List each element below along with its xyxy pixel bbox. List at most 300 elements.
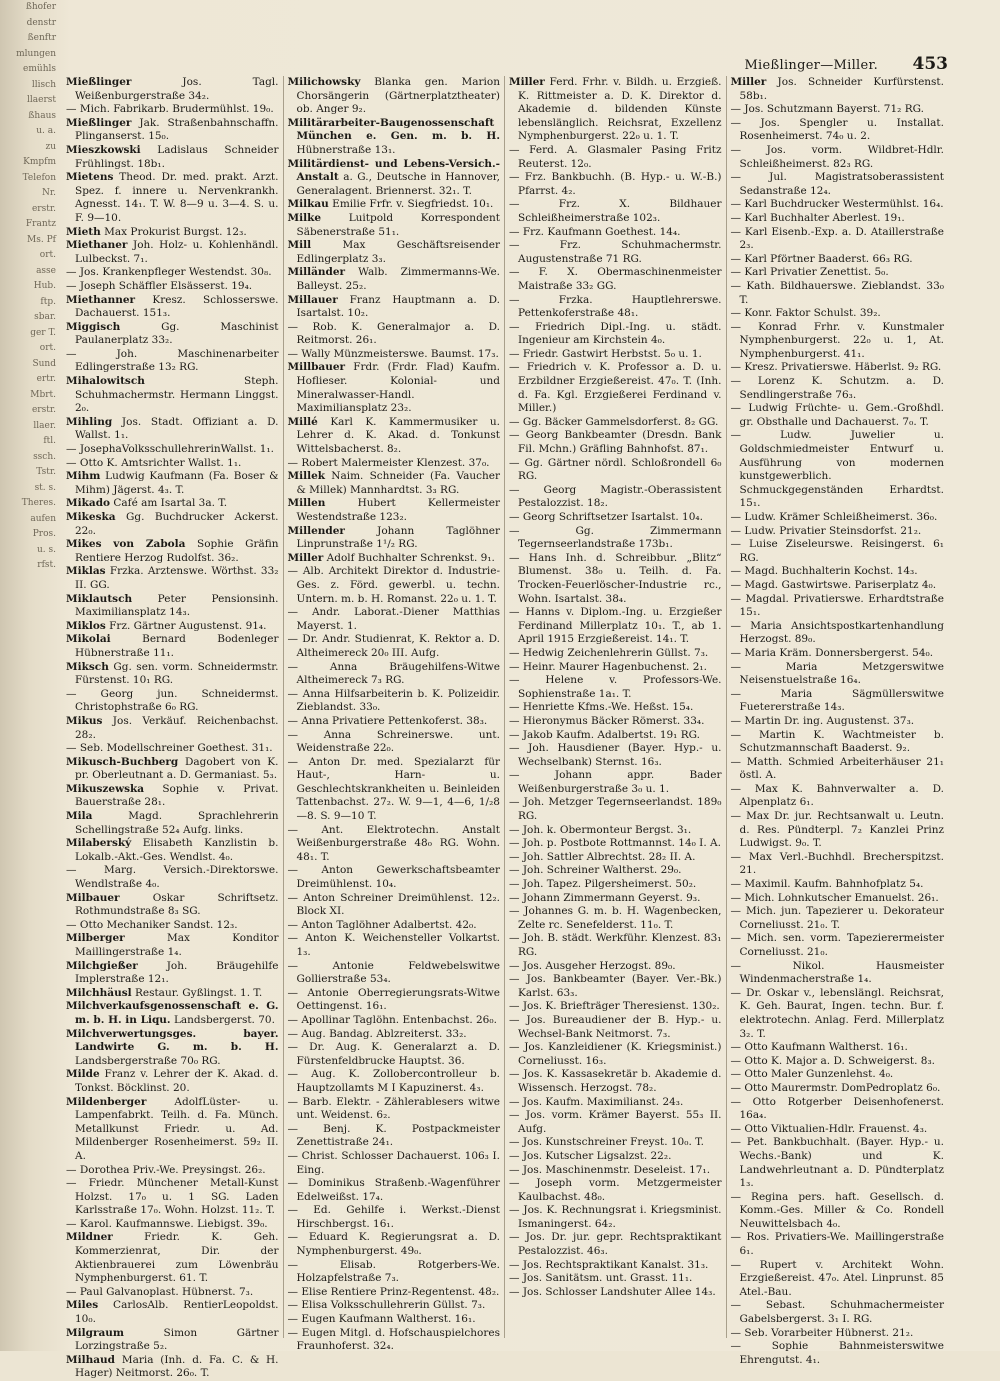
entry-details: Jos. Tagl. Weißenburgerstraße 34₂. (75, 76, 279, 102)
entry-details: — Dr. Aug. K. Generalarzt a. D. Fürstenfeldbrucke Hauptst. 36. (287, 1041, 500, 1067)
entry-details: — Robert Malermeister Klenzest. 37₀. (287, 456, 490, 469)
directory-entry (288, 1231, 501, 1258)
directory-entry (731, 932, 945, 959)
entry-surname: Mildner (66, 1231, 113, 1244)
entry-details: — Anna Hilfsarbeiterin b. K. Polizeidir. Zieblandst. 33₀. (287, 687, 500, 714)
edge-fragment: Mbrt. (30, 389, 56, 400)
edge-fragment: u. s. (37, 544, 56, 555)
entry-surname: Milchverwertungsges. bayer. Landwirte G. m. b. H. (66, 1027, 279, 1054)
entry-details: Bernard Bodenleger Hübnerstraße 11₁. (75, 633, 279, 659)
entry-details: — Luise Ziseleurswe. Reisingerst. 6₁ RG. (730, 538, 944, 564)
entry-details: Jak. Straßenbahnschaffn. Plinganserst. 15₀. (75, 116, 279, 143)
entry-surname: Mießlinger (66, 76, 132, 88)
entry-details: — Konrad Frhr. v. Kunstmaler Nymphenburgerst. 22₀ u. 1, At. Nymphenburgerst. 41₁. (730, 320, 944, 360)
entry-surname: Mikolai (66, 633, 111, 646)
entry-details: — Joh. Maschinenarbeiter Edlingerstraße 13₂ RG. (66, 347, 279, 374)
entry-details: — Henriette Kfms.-We. Heßst. 15₄. (509, 701, 694, 714)
directory-entry (731, 960, 945, 987)
directory-entry (731, 321, 945, 362)
directory-entry (288, 1014, 501, 1028)
entry-details: Landsbergerst. 70. (173, 1013, 275, 1026)
directory-entry (288, 1204, 501, 1231)
entry-details: Adolf Buchhalter Schrenkst. 9₁. (326, 551, 495, 564)
directory-entry (509, 239, 722, 266)
entry-details: — Otto K. Amtsrichter Wallst. 1₁. (66, 456, 242, 469)
entry-details: — Regina pers. haft. Gesellsch. d. Komm.-Ges. Miller & Co. Rondell Neuwittelsbach 4₀. (730, 1190, 944, 1230)
directory-entry (66, 783, 279, 810)
edge-fragment: Ms. Pf (27, 234, 56, 245)
edge-fragment: ort. (39, 250, 56, 260)
entry-details: — Joh. k. Obermonteur Bergst. 3₁. (509, 823, 692, 836)
entry-surname: Miethanner (66, 293, 136, 306)
entry-details: — Joh. Sattler Albrechtst. 28₂ II. A. (509, 850, 696, 863)
entry-surname: Milchgießer (66, 959, 138, 972)
entry-details: — Jos. Bankbeamter (Bayer. Ver.-Bk.) Karlst. 63₃. (509, 973, 722, 999)
entry-details: — Mich. Lohnkutscher Emanuelst. 26₁. (730, 891, 939, 904)
directory-entry (509, 1231, 722, 1258)
entry-details: — Elise Rentiere Prinz-Regentenst. 48₂. (287, 1285, 500, 1298)
entry-surname: Miggisch (66, 320, 121, 333)
entry-surname: Mikes von Zabola (66, 538, 186, 551)
entry-details: — Anna Bräugehilfens-Witwe Altheimereck 7₃ RG. (287, 660, 500, 687)
directory-entry (731, 253, 945, 267)
directory-entry (288, 266, 501, 293)
directory-entry (509, 824, 722, 838)
entry-details: — Otto Mechaniker Sandst. 12₃. (66, 918, 238, 931)
column-3 (505, 76, 727, 1338)
entry-details: Ladislaus Schneider Frühlingst. 18b₁. (75, 143, 279, 170)
edge-fragment: aufen (30, 513, 56, 524)
entry-details: a. G., Deutsche in Hannover, Generalagent. Briennerst. 32₁. T. (296, 171, 501, 197)
entry-details: — Joseph vorm. Metzgermeister Kaulbachst. 48₀. (509, 1177, 722, 1203)
directory-entry (66, 919, 279, 933)
entry-surname: Milländer (287, 266, 346, 279)
directory-entry (509, 525, 722, 552)
directory-entry (509, 661, 722, 675)
directory-entry (66, 511, 279, 538)
entry-details: — Otto Rotgerber Deisenhofenerst. 16a₄. (730, 1095, 944, 1122)
entry-surname: Militärarbeiter-Baugenossenschaft München e. Gen. m. b. H. (287, 116, 500, 143)
directory-entry (288, 76, 501, 117)
entry-details: Gg. Maschinist Paulanerplatz 33₂. (75, 320, 279, 347)
entry-surname: Mießlinger (66, 116, 132, 129)
directory-entry (509, 878, 722, 892)
entry-details: Kresz. Schlosserswe. Dachauerst. 151₃. (75, 293, 279, 320)
directory-entry (66, 688, 279, 715)
entry-surname: Millé (287, 415, 318, 428)
entry-surname: Millen (287, 497, 326, 510)
directory-entry (66, 892, 279, 919)
entry-details: — Ludw. Krämer Schleißheimerst. 36₀. (730, 511, 938, 523)
directory-entry (288, 756, 501, 824)
entry-details: — Max K. Bahnverwalter a. D. Alpenplatz 6₁. (730, 782, 944, 809)
directory-entry (509, 266, 722, 293)
entry-surname: Mikado (66, 497, 111, 510)
directory-entry (288, 525, 501, 552)
directory-entry (731, 905, 945, 932)
entry-details: — Eugen Mitgl. d. Hofschauspielchores Fraunhoferst. 32₄. (287, 1326, 500, 1353)
entry-details: — Frz. Schuhmachermstr. Augustenstraße 71 RG. (509, 239, 722, 265)
page-header (62, 52, 948, 78)
directory-entry (288, 633, 501, 660)
directory-entry (66, 1164, 279, 1178)
directory-entry (288, 1259, 501, 1286)
edge-fragment: u. a. (36, 126, 56, 136)
entry-details: — Frzka. Hauptlehrerswe. Pettenkoferstraße 48₁. (509, 293, 722, 320)
entry-details: — Jos. Schlosser Landshuter Allee 14₃. (509, 1285, 716, 1298)
directory-entry (731, 1068, 945, 1082)
entry-details: — Gg. Bäcker Gammelsdorferst. 8₂ GG. (509, 415, 719, 428)
directory-entry (288, 212, 501, 239)
directory-entry (66, 1286, 279, 1300)
directory-entry (66, 144, 279, 171)
directory-entry (731, 117, 945, 144)
entry-details: Simon Gärtner Lorzingstraße 5₂. (75, 1326, 279, 1353)
edge-fragment: ssch. (33, 451, 56, 462)
directory-entry (66, 348, 279, 375)
entry-details: — Christ. Schlosser Dachauerst. 106₃ I. Eing. (287, 1149, 500, 1176)
entry-details: — Max Verl.-Buchhdl. Brecherspitzst. 21. (730, 850, 944, 877)
entry-details: — Jos. Schutzmann Bayerst. 71₂ RG. (730, 103, 924, 116)
running-head: Mießlinger—Miller. (744, 58, 878, 73)
entry-surname: Mikusch-Buchberg (66, 755, 179, 768)
directory-entry (509, 729, 722, 743)
directory-entry (288, 661, 501, 688)
directory-entry (66, 742, 279, 756)
entry-surname: Mikeska (66, 511, 116, 523)
entry-details: — Frz. X. Bildhauer Schleißheimerstraße 102₃. (509, 198, 722, 224)
entry-details: — Otto Kaufmann Waltherst. 16₁. (730, 1041, 908, 1054)
directory-entry (509, 606, 722, 647)
entry-details: — Apollinar Taglöhn. Entenbachst. 26₀. (287, 1013, 497, 1026)
entry-details: — Friedr. Gastwirt Herbstst. 5₀ u. 1. (509, 347, 702, 360)
directory-entry (288, 919, 501, 933)
directory-entry (731, 715, 945, 729)
entry-details: — Anton Gewerkschaftsbeamter Dreimühlenst. 10₄. (287, 864, 500, 891)
entry-details: — Hedwig Zeichenlehrerin Güllst. 7₃. (509, 646, 709, 659)
directory-entry (288, 824, 501, 865)
entry-details: — Seb. Modellschreiner Goethest. 31₁. (66, 742, 273, 755)
directory-entry (731, 171, 945, 198)
entry-details: — Rob. K. Generalmajor a. D. Reitmorst. 26₁. (287, 320, 500, 347)
entry-details: Elisabeth Kanzlistin b. Lokalb.-Akt.-Ges. Wendlst. 4₀. (75, 837, 279, 863)
directory-entry (66, 593, 279, 620)
entry-surname: Milkau (287, 198, 329, 211)
edge-fragment: ort. (39, 343, 56, 353)
entry-details: — Hanns v. Diplom.-Ing. u. Erzgießer Ferdinand Millerplatz 10₁. T., ab 1. April 1915 Erzgießereist. 14₁. T. (509, 606, 722, 646)
entry-surname: Milchhäusl (66, 986, 132, 999)
directory-entry (509, 851, 722, 865)
directory-entry (509, 837, 722, 851)
entry-details: — Jos. Ausgeher Herzogst. 89₀. (509, 959, 676, 972)
entry-details: — Jos. Dr. jur. gepr. Rechtspraktikant Pestalozzist. 46₃. (509, 1231, 722, 1258)
entry-details: — Jos. vorm. Krämer Bayerst. 55₃ II. Aufg. (509, 1109, 722, 1135)
entry-details: — Barb. Elektr. - Zählerablesers witwe unt. Weidenst. 6₂. (287, 1095, 500, 1122)
directory-entry (731, 375, 945, 402)
directory-entry (731, 783, 945, 810)
entry-details: — Joh. Schreiner Waltherst. 29₀. (509, 864, 682, 877)
entry-details: — Friedrich v. K. Professor a. D. u. Erzbildner Erzgießereist. 47₀. T. (Inh. d. Fa. Kgl. Erzgießerei Ferdinand v. Miller.) (509, 361, 722, 415)
edge-fragment: erstr. (31, 203, 56, 214)
entry-details: — Benj. K. Postpackmeister Zenettistraße 24₁. (287, 1122, 500, 1149)
entry-details: — Dorothea Priv.-We. Preysingst. 26₂. (66, 1163, 266, 1176)
directory-entry (288, 470, 501, 497)
entry-details: — Joh. Hausdiener (Bayer. Hyp.- u. Wechselbank) Sternst. 16₃. (509, 742, 722, 768)
entry-details: — Karl Privatier Zenettist. 5₀. (730, 266, 889, 279)
directory-entry (288, 1313, 501, 1327)
entry-details: — Hieronymus Bäcker Römerst. 33₄. (509, 714, 705, 727)
entry-surname: Miksch (66, 660, 109, 673)
entry-surname: Millauer (287, 293, 338, 306)
directory-entry (731, 1136, 945, 1190)
edge-fragment: erstr. (31, 405, 56, 415)
directory-entry (731, 1231, 945, 1258)
directory-entry (288, 1096, 501, 1123)
entry-details: — Georg Bankbeamter (Dresdn. Bank Fil. Mchn.) Gräfling Bahnhofst. 87₁. (509, 429, 722, 456)
entry-details: — Kath. Bildhauerswe. Zieblandst. 33₀ T. (730, 279, 944, 306)
directory-entry (509, 226, 722, 240)
directory-entry (66, 443, 279, 457)
directory-entry (509, 294, 722, 321)
entry-details: Sophie v. Privat. Bauerstraße 28₁. (75, 782, 279, 809)
entry-details: — Jos. Sanitätsm. unt. Grasst. 11₁. (509, 1272, 693, 1285)
directory-entry (288, 198, 501, 212)
directory-entry (66, 633, 279, 660)
entry-details: Hübnerstraße 13₁. (296, 143, 396, 156)
entry-details: — Heinr. Maurer Hagenbuchenst. 2₁. (509, 660, 707, 673)
directory-entry (66, 810, 279, 837)
directory-entry (288, 932, 501, 959)
entry-details: — Frz. Bankbuchh. (B. Hyp.- u. W.-B.) Pfarrst. 4₂. (509, 171, 722, 197)
directory-entry (509, 416, 722, 430)
directory-entry (731, 878, 945, 892)
entry-details: — Alb. Architekt Direktor d. Industrie-Ges. z. Förd. gewerbl. u. techn. Untern. m. b. H. Romanst. 22₀ u. 1. T. (287, 565, 500, 605)
entry-details: Hubert Kellermeister Westendstraße 123₂. (296, 497, 500, 523)
entry-details: — Jul. Magistratsoberassistent Sedanstraße 12₄. (730, 171, 944, 197)
entry-details: — Dr. Oskar v., lebenslängl. Reichsrat, K. Geh. Baurat, Ingen. techn. Bur. f. elektrotechn. Anlag. Ferd. Millerplatz 3₂. T. (730, 986, 944, 1040)
directory-entry (731, 307, 945, 321)
directory-entry (509, 892, 722, 906)
entry-details: — Seb. Vorarbeiter Hübnerst. 21₂. (730, 1326, 914, 1339)
directory-entry (731, 198, 945, 212)
entry-details: — Friedrich Dipl.-Ing. u. städt. Ingenieur am Kirchstein 4₀. (509, 320, 722, 347)
entry-details: — Wally Münzmeisterswe. Baumst. 17₃. (287, 347, 499, 360)
directory-entry (509, 552, 722, 606)
entry-details: — Matth. Schmied Arbeiterhäuser 21₁ östl. A. (730, 755, 944, 782)
directory-entry (731, 525, 945, 539)
edge-fragment: Nr. (41, 188, 56, 198)
entry-details: Steph. Schuhmachermstr. Hermann Linggst. 2₀. (75, 375, 279, 415)
entry-details: — Otto Viktualien-Hdlr. Frauenst. 4₃. (730, 1122, 928, 1135)
entry-surname: Militärdienst- und Lebens-Versich.-Anstalt (287, 157, 500, 184)
directory-entry (288, 1327, 501, 1354)
entry-details: — Martin K. Wachtmeister b. Schutzmannschaft Baaderst. 9₂. (730, 728, 944, 755)
directory-entry (66, 1028, 279, 1069)
directory-entry (731, 226, 945, 253)
directory-entry (509, 1068, 722, 1095)
directory-entry (66, 837, 279, 864)
directory-entry (731, 810, 945, 851)
directory-entry (66, 565, 279, 592)
edge-fragment: llaerst (27, 95, 56, 105)
directory-entry (731, 1082, 945, 1096)
entry-details: Theod. Dr. med. prakt. Arzt. Spez. f. innere u. Nervenkrankh. Agnesst. 14₁. T. W. 8—9 u. 3—4. S. u. F. 9—10. (75, 171, 279, 224)
directory-entry (66, 1327, 279, 1354)
directory-entry (509, 484, 722, 511)
edge-fragment: zu (45, 141, 56, 152)
directory-columns (62, 76, 948, 1380)
entry-surname: Mila (66, 810, 93, 823)
entry-details: Oskar Schriftsetz. Rothmundstraße 8₃ SG. (75, 891, 279, 918)
directory-entry (509, 973, 722, 1000)
entry-surname: Mikus (66, 714, 103, 727)
entry-surname: Mietens (66, 171, 114, 184)
entry-details: — Marg. Versich.-Direktorswe. Wendlstraße 4₀. (66, 864, 279, 891)
entry-details: — Georg jun. Schneidermst. Christophstraße 6₀ RG. (66, 687, 279, 714)
entry-details: — Jos. Rechtspraktikant Kanalst. 31₃. (509, 1258, 709, 1271)
entry-details: CarlosAlb. RentierLeopoldst. 10₀. (75, 1299, 279, 1326)
directory-entry (66, 1096, 279, 1164)
edge-fragment: llisch (31, 79, 56, 90)
directory-entry (66, 756, 279, 783)
directory-entry (731, 756, 945, 783)
entry-surname: Milchverkaufsgenossenschaft e. G. m. b. H. in Liqu. (66, 1000, 279, 1026)
entry-details: — Ludwig Früchte- u. Gem.-Großhdl. gr. Obsthalle und Dachauerst. 7₀. T. (730, 402, 944, 428)
entry-details: — Karl Buchdrucker Westermühlst. 16₄. (730, 198, 944, 211)
entry-details: — Lorenz K. Schutzm. a. D. Sendlingerstraße 76₃. (730, 375, 944, 401)
directory-entry (66, 932, 279, 959)
directory-entry (66, 294, 279, 321)
entry-details: — Otto Maurermstr. DomPedroplatz 6₀. (730, 1081, 941, 1094)
entry-surname: Mildenberger (66, 1095, 147, 1108)
entry-details: Joh. Bräugehilfe Implerstraße 12₁. (75, 959, 279, 986)
directory-entry (288, 239, 501, 266)
directory-entry (509, 1177, 722, 1204)
entry-surname: Millbauer (287, 361, 346, 374)
entry-details: Blanka gen. Marion Chorsängerin (Gärtnerplatztheater) ob. Anger 9₂. (296, 76, 501, 116)
facing-page-edge (0, 0, 58, 1351)
edge-fragment: sbar. (34, 312, 56, 322)
edge-fragment: rfst. (37, 560, 56, 570)
directory-entry (288, 321, 501, 348)
entry-details: — Gg. Gärtner nördl. Schloßrondell 6₀ RG. (509, 456, 722, 483)
directory-entry (66, 538, 279, 565)
entry-details: — Joh. p. Postbote Rottmannst. 14₀ I. A. (509, 837, 721, 850)
page-number: 453 (912, 54, 948, 74)
directory-entry (509, 796, 722, 823)
entry-details: Max Konditor Maillingerstraße 1₄. (75, 932, 279, 958)
entry-surname: Milbauer (66, 891, 120, 904)
directory-entry (509, 647, 722, 661)
edge-fragment: llaer. (33, 420, 56, 431)
entry-details: Frz. Gärtner Augustenst. 91₄. (109, 619, 267, 632)
directory-entry (731, 1055, 945, 1069)
entry-details: — Sebast. Schuhmachermeister Gabelsbergerst. 3₁ I. RG. (730, 1299, 944, 1326)
directory-entry (509, 674, 722, 701)
entry-surname: Miklos (66, 619, 106, 632)
directory-entry (731, 987, 945, 1041)
entry-surname: Miller (730, 76, 767, 88)
entry-details: — Jos. Kutscher Ligsalzst. 22₂. (509, 1149, 672, 1162)
directory-entry (509, 742, 722, 769)
entry-details: — Joh. Metzger Tegernseerlandst. 189₀ RG. (509, 796, 722, 823)
directory-entry (66, 239, 279, 266)
column-1 (62, 76, 284, 1380)
entry-details: — Jos. vorm. Wildbret-Hdlr. Schleißheimerst. 82₃ RG. (730, 143, 944, 170)
directory-entry (288, 606, 501, 633)
column-4 (727, 76, 949, 1366)
directory-entry (731, 402, 945, 429)
entry-details: — F. X. Obermaschinenmeister Maistraße 33₂ GG. (509, 266, 722, 292)
entry-surname: Millender (287, 524, 345, 537)
entry-details: — Anton Dr. med. Spezialarzt für Haut-, Harn- u. Geschlechtskrankheiten u. Beinleiden Tattenbachst. 27₂. W. 9—1, 4—6, 1/₂8—8. S. 9—10 T. (287, 755, 500, 823)
directory-entry (66, 457, 279, 471)
entry-details: — Dominikus Straßenb.-Wagenführer Edelweißst. 17₄. (287, 1177, 500, 1203)
entry-details: Ferd. Frhr. v. Bildh. u. Erzgieß. K. Rittmeister a. D. K. Direktor d. Akademie d. bildenden Künste lebenslänglich. Reichsrat, Exzellenz Nymphenburgerst. 22₀ u. 1. T. (518, 76, 722, 143)
entry-surname: Miles (66, 1299, 99, 1312)
directory-entry (509, 1041, 722, 1068)
directory-entry (731, 851, 945, 878)
directory-entry (288, 729, 501, 756)
directory-entry (288, 294, 501, 321)
entry-surname: Mihling (66, 415, 113, 428)
edge-fragment: Pros. (32, 529, 56, 539)
entry-surname: Milberger (66, 932, 125, 945)
entry-details: AdolfLüster- u. Lampenfabrkt. Teilh. d. Fa. Münch. Metallkunst Friedr. u. Ad. Mildenberger Rosenheimerst. 59₂ II. A. (75, 1095, 279, 1162)
entry-surname: Miller (287, 551, 324, 564)
entry-details: — Elisa Volksschullehrerin Güllst. 7₃. (287, 1299, 486, 1312)
directory-entry (509, 701, 722, 715)
edge-fragment: denstr (26, 17, 56, 28)
entry-surname: Miller (509, 76, 545, 88)
directory-entry (509, 429, 722, 456)
directory-entry (731, 266, 945, 280)
directory-entry (288, 158, 501, 199)
directory-entry (731, 892, 945, 906)
edge-fragment: ftp. (40, 296, 56, 307)
edge-fragment: Kmpfm (23, 157, 56, 167)
edge-fragment: ger T. (30, 327, 56, 338)
directory-entry (288, 348, 501, 362)
directory-entry (731, 76, 945, 103)
entry-details: Emilie Frfr. v. Siegfriedst. 10₁. (332, 198, 494, 211)
entry-details: — Karl Buchhalter Aberlest. 19₁. (730, 211, 905, 224)
entry-details: — Otto Maler Gunzenlehst. 4₀. (730, 1068, 894, 1081)
entry-details: — Karol. Kaufmannswe. Liebigst. 39₀. (66, 1217, 268, 1230)
entry-surname: Mieth (66, 225, 101, 238)
entry-details: — Ferd. A. Glasmaler Pasing Fritz Reuterst. 12₀. (509, 143, 722, 170)
edge-fragment: Sund (32, 358, 56, 369)
directory-entry (288, 497, 501, 524)
entry-details: — Kresz. Privatierswe. Häberlst. 9₂ RG. (730, 361, 942, 374)
directory-entry (509, 864, 722, 878)
entry-details: Maria (Inh. d. Fa. C. & H. Hager) Neitmorst. 26₀. T. (75, 1353, 279, 1380)
entry-details: Dagobert von K. pr. Oberleutnant a. D. Germaniast. 5₃. (75, 755, 279, 782)
entry-details: — Magd. Buchhalterin Kochst. 14₃. (730, 565, 918, 578)
edge-fragment: emühls (23, 64, 56, 74)
directory-entry (288, 987, 501, 1014)
directory-entry (509, 171, 722, 198)
entry-details: — Jos. Maschinenmstr. Deseleist. 17₁. (509, 1163, 711, 1176)
directory-entry (731, 579, 945, 593)
directory-entry (509, 511, 722, 525)
directory-entry (66, 1231, 279, 1285)
directory-entry (731, 103, 945, 117)
entry-surname: Mill (287, 239, 312, 252)
entry-surname: Milichowsky (287, 76, 361, 88)
directory-entry (731, 729, 945, 756)
entry-details: Franz Hauptmann a. D. Isartalst. 10₂. (296, 293, 500, 320)
